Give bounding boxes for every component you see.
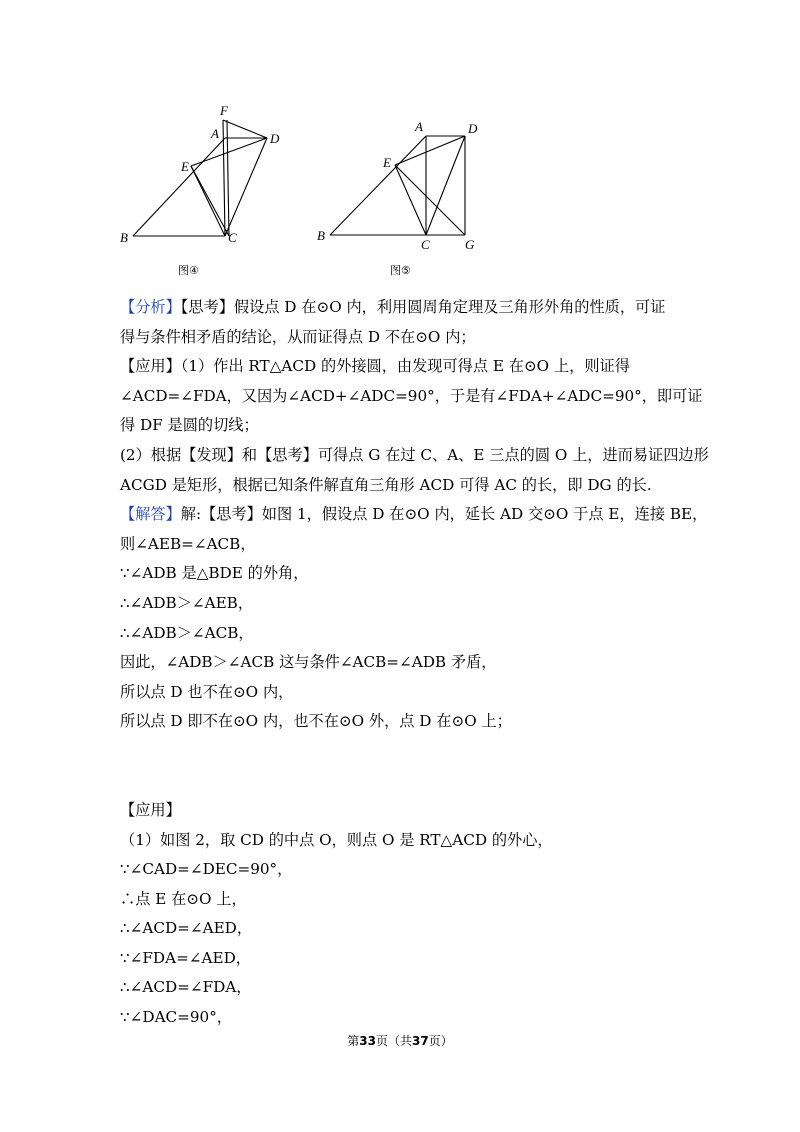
fig5-label-C: C xyxy=(421,237,430,252)
figure-5-caption: 图⑤ xyxy=(390,264,411,277)
figure-4-diagram xyxy=(115,100,295,250)
fig4-label-B: B xyxy=(120,230,128,245)
fig5-label-E: E xyxy=(383,155,391,170)
solution-line-2: 则∠AEB=∠ACB， xyxy=(120,534,256,553)
fig4-label-C: C xyxy=(228,230,237,245)
solution-line-3: ∵∠ADB 是△BDE 的外角， xyxy=(120,564,309,583)
fig5-label-D: D xyxy=(468,121,478,136)
figure-5-diagram xyxy=(315,115,495,255)
solution-line-8: 所以点 D 即不在⊙O 内，也不在⊙O 外，点 D 在⊙O 上； xyxy=(120,712,512,731)
application-heading: 【应用】 xyxy=(120,800,181,819)
figure-5 xyxy=(315,115,495,277)
total-pages: 37 xyxy=(412,1034,429,1048)
fig4-label-D: D xyxy=(270,131,280,146)
fig4-label-A: A xyxy=(211,126,219,141)
page-number: 33 xyxy=(359,1034,376,1048)
fig4-label-E: E xyxy=(181,159,189,174)
analysis-line-7: ACGD 是矩形，根据已知条件解直角三角形 ACD 可得 AC 的长，即 DG 的长. xyxy=(120,475,652,494)
application-line-7: ∵∠DAC=90°， xyxy=(120,1008,232,1027)
figure-4 xyxy=(115,100,295,277)
analysis-line-1 xyxy=(120,293,690,323)
fig5-label-B: B xyxy=(317,228,325,243)
solution-tag: 【解答】 xyxy=(120,505,181,524)
analysis-line-6: (2）根据【发现】和【思考】可得点 G 在过 C、A、E 三点的圆 O 上，进而易证四边形 xyxy=(120,445,709,464)
analysis-text: 【思考】假设点 D 在⊙O 内，利用圆周角定理及三角形外角的性质，可证 xyxy=(180,298,666,316)
solution-line-7: 所以点 D 也不在⊙O 内， xyxy=(120,682,294,701)
fig5-label-G: G xyxy=(465,237,475,252)
application-line-2: ∵∠CAD=∠DEC=90°， xyxy=(120,860,293,879)
solution-line-4: ∴∠ADB＞∠AEB， xyxy=(120,593,254,612)
analysis-line-3: 【应用】（1）作出 RT△ACD 的外接圆，由发现可得点 E 在⊙O 上，则证得 xyxy=(120,357,630,376)
fig5-label-A: A xyxy=(415,119,423,134)
blank-gap xyxy=(120,737,690,796)
analysis-tag: 【分析】 xyxy=(120,298,181,316)
application-line-5: ∵∠FDA=∠AED， xyxy=(120,948,251,967)
figure-4-caption: 图④ xyxy=(178,264,199,277)
analysis-line-4: ∠ACD=∠FDA，又因为∠ACD+∠ADC=90°，于是有∠FDA+∠ADC=90°，即可证 xyxy=(120,386,703,405)
solution-text xyxy=(120,293,709,1033)
application-line-1: （1）如图 2，取 CD 的中点 O，则点 O 是 RT△ACD 的外心， xyxy=(120,830,553,849)
application-line-3: ∴点 E 在⊙O 上， xyxy=(120,889,247,908)
fig4-label-F: F xyxy=(220,103,228,118)
solution-line-6: 因此，∠ADB＞∠ACB 这与条件∠ACB=∠ADB 矛盾， xyxy=(120,653,497,672)
analysis-line-2: 得与条件相矛盾的结论，从而证得点 D 不在⊙O 内； xyxy=(120,327,476,346)
application-line-6: ∴∠ACD=∠FDA， xyxy=(120,978,252,997)
application-line-4: ∴∠ACD=∠AED， xyxy=(120,919,253,938)
analysis-line-5: 得 DF 是圆的切线； xyxy=(120,416,259,435)
solution-line-5: ∴∠ADB＞∠ACB， xyxy=(120,623,254,642)
solution-line-1: 【解答】解:【思考】如图 1，假设点 D 在⊙O 内，延长 AD 交⊙O 于点 E，连接 BE， xyxy=(120,505,708,524)
page-footer: 第33页（共37页） xyxy=(347,1034,453,1048)
